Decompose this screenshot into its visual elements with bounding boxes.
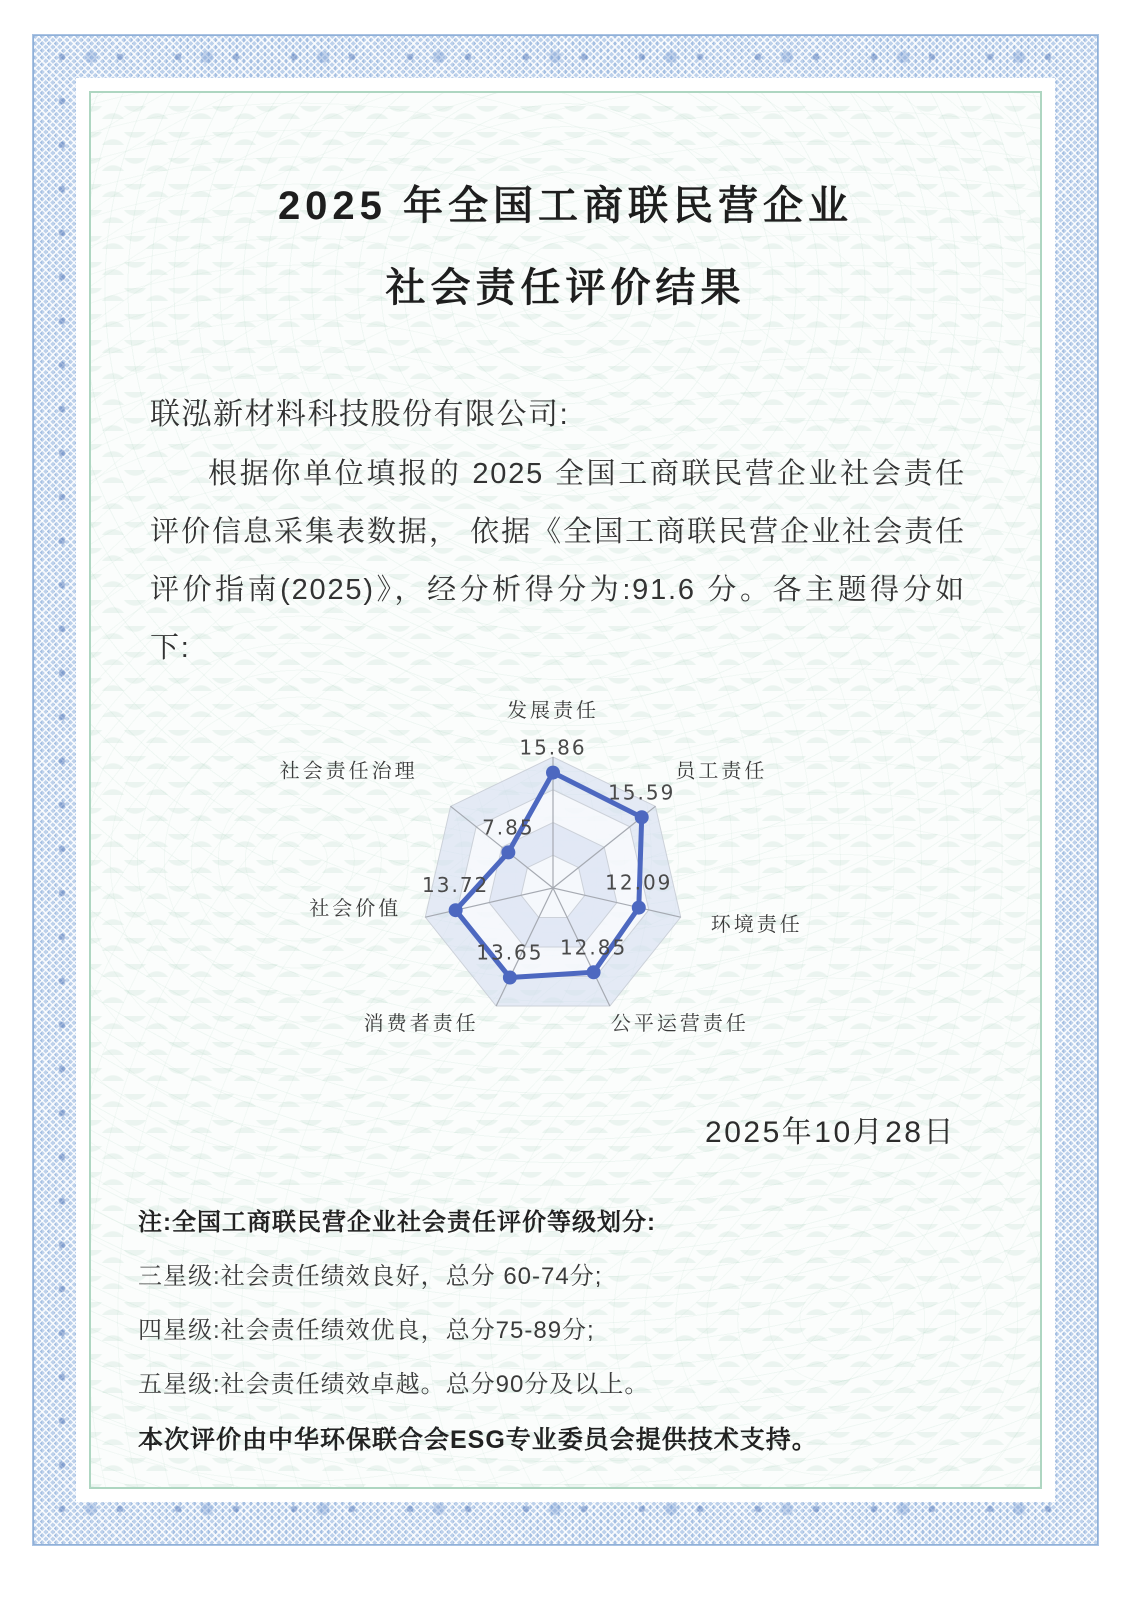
radar-chart (91, 653, 1040, 1073)
radar-axis-label: 环境责任 (710, 914, 803, 937)
notes-block (138, 1211, 980, 1453)
radar-value-label: 13.72 (422, 873, 490, 898)
radar-value-label: 12.09 (605, 870, 673, 895)
radar-data-point (503, 971, 517, 985)
radar-data-point (449, 903, 463, 917)
note-level-5star: 五星级:社会责任绩效卓越。总分90分及以上。 (138, 1371, 650, 1398)
radar-data-point (635, 810, 649, 824)
title-line-1: 2025 年全国工商联民营企业 (277, 184, 854, 228)
radar-data-point (632, 901, 646, 915)
radar-value-label: 15.59 (608, 780, 676, 805)
radar-axis-label: 社会价值 (309, 898, 402, 921)
tech-support-line: 本次评价由中华环保联合会ESG专业委员会提供技术支持。 (138, 1426, 818, 1454)
guilloche-border (33, 35, 1098, 1545)
title-line-2: 社会责任评价结果 (385, 266, 746, 310)
radar-axis-label: 发展责任 (507, 700, 599, 722)
date-line: 2025年10月28日 (705, 1116, 956, 1149)
radar-value-label: 12.85 (559, 935, 628, 960)
radar-data-point (501, 845, 515, 859)
radar-value-label: 13.65 (476, 940, 544, 965)
recipient-line: 联泓新材料科技股份有限公司: (150, 398, 570, 431)
border-inner-gap (76, 78, 1055, 1502)
document-title (91, 165, 1040, 329)
radar-chart-svg (91, 653, 1040, 1073)
body-paragraph: 根据你单位填报的 2025 全国工商联民营企业社会责任评价信息采集表数据， 依据《全国工商联民营企业社会责任评价指南(2025)》，经分析得分为:91.6 分。各主题得分如下: (150, 458, 966, 664)
radar-data-point (587, 965, 601, 979)
radar-data-point (546, 766, 560, 780)
radar-axis-label: 消费者责任 (363, 1013, 479, 1036)
certificate-body (89, 91, 1042, 1489)
radar-axis-label: 公平运营责任 (610, 1013, 749, 1036)
radar-axis-label: 社会责任治理 (279, 760, 418, 783)
radar-axis-label: 员工责任 (675, 760, 768, 783)
note-level-4star: 四星级:社会责任绩效优良，总分75-89分; (138, 1317, 595, 1344)
radar-value-label: 7.85 (482, 815, 535, 840)
notes-heading: 注:全国工商联民营企业社会责任评价等级划分: (138, 1209, 656, 1236)
note-level-3star: 三星级:社会责任绩效良好，总分 60-74分; (138, 1263, 603, 1290)
radar-value-label: 15.86 (519, 735, 587, 760)
